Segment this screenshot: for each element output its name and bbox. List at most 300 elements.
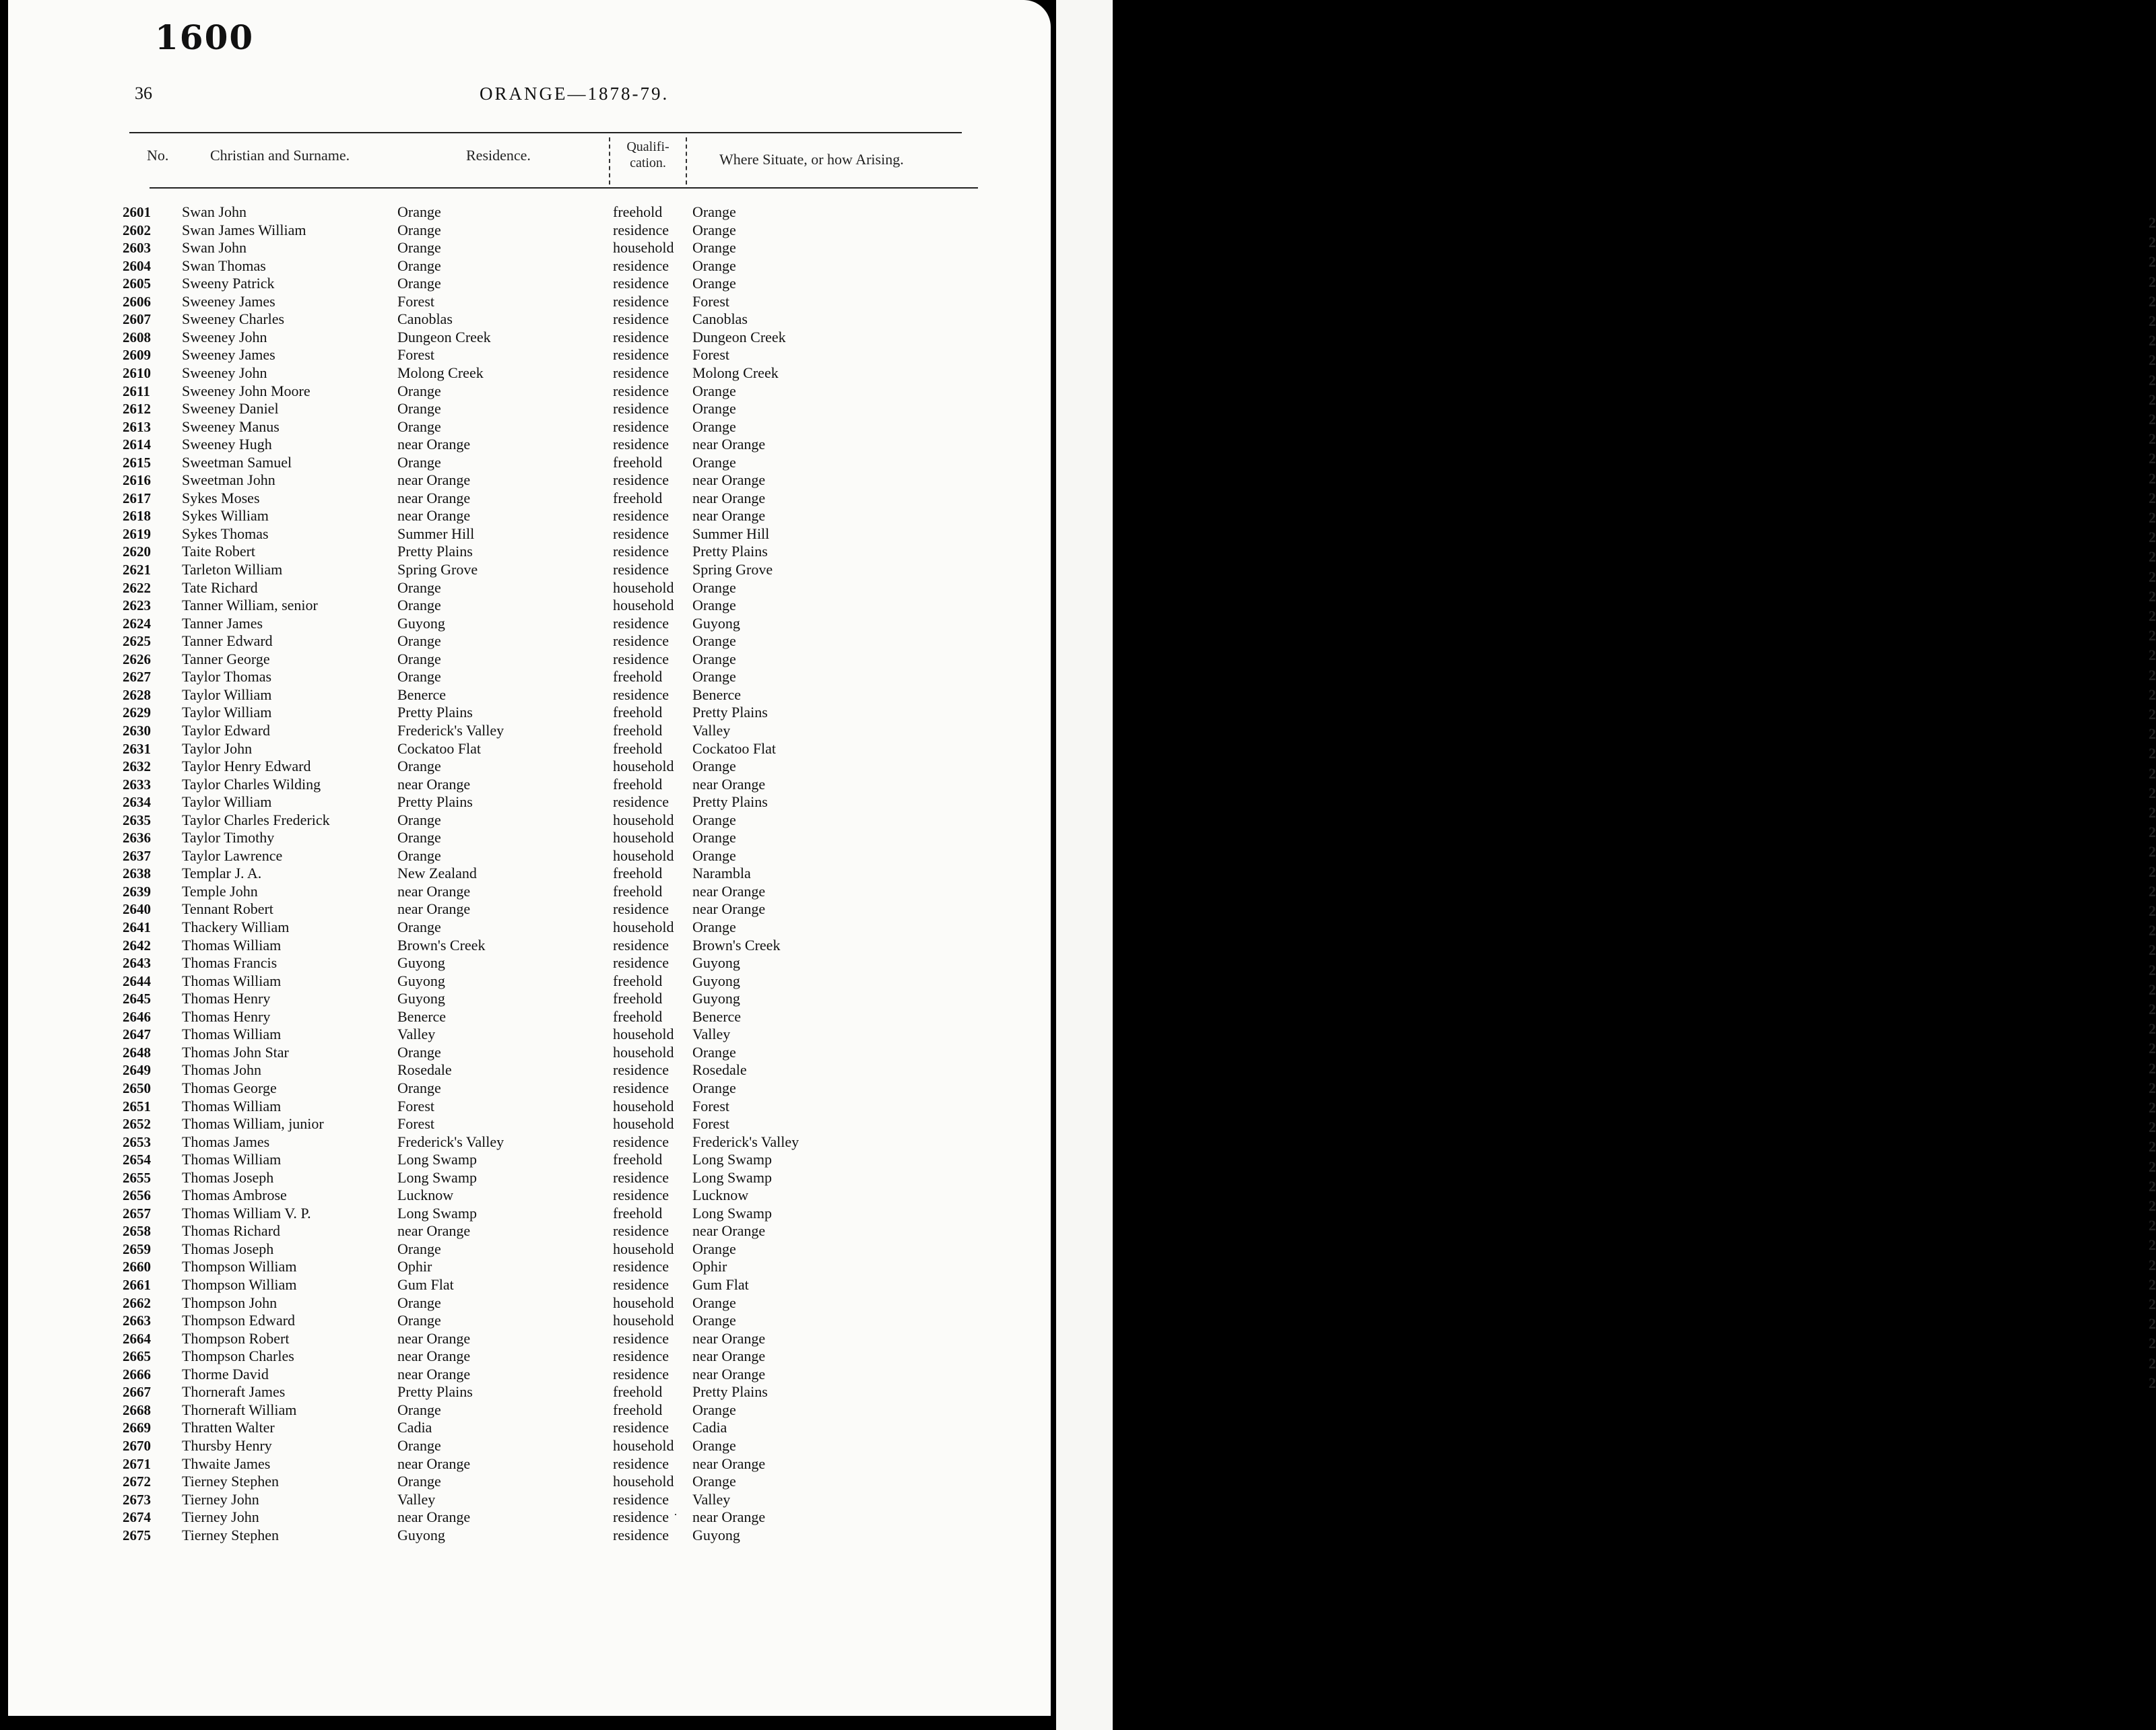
where-situate: Orange [692,846,736,864]
residence: Orange [397,1294,441,1311]
voter-name: Sweeney Hugh [182,436,272,453]
entry-number: 2641 [123,919,151,935]
residence: near Orange [397,1222,471,1240]
adjacent-entry-fragment: 2 [2149,273,2156,290]
adjacent-entry-fragment: 2 [2149,1079,2156,1096]
voter-name: Templar J. A. [182,865,262,882]
where-situate: near Orange [692,489,766,506]
where-situate: Orange [692,632,736,650]
where-situate: near Orange [692,1455,766,1472]
residence: Orange [397,453,441,471]
entry-number: 2664 [123,1330,151,1347]
qualification: household [613,829,674,846]
table-row [8,704,1051,721]
voter-name: Sweetman John [182,471,275,489]
qualification: household [613,1312,674,1329]
where-situate: Orange [692,668,736,686]
header-residence: Residence. [466,147,531,164]
where-situate: Orange [692,418,736,435]
voter-name: Swan James William [182,221,306,238]
adjacent-entry-fragment: 2 [2149,961,2156,978]
table-row [8,1258,1051,1275]
voter-name: Sweeney James [182,292,275,310]
where-situate: near Orange [692,900,766,918]
residence: Pretty Plains [397,1383,473,1401]
entry-number: 2607 [123,311,151,328]
residence: Orange [397,650,441,667]
where-situate: Dungeon Creek [692,328,786,345]
where-situate: Narambla [692,865,751,882]
table-row [8,829,1051,846]
where-situate: Cadia [692,1419,727,1436]
table-row [8,436,1051,453]
table-row [8,1026,1051,1043]
where-situate: Long Swamp [692,1204,772,1222]
entry-number: 2644 [123,972,151,989]
qualification: residence [613,1329,669,1347]
residence: Guyong [397,990,445,1007]
entry-number: 2659 [123,1240,151,1257]
voter-name: Tierney John [182,1490,259,1508]
qualification: freehold [613,1007,663,1025]
voter-name: Tierney Stephen [182,1526,280,1543]
adjacent-entry-fragment: 2 [2149,371,2156,389]
residence: Orange [397,668,441,686]
residence: Orange [397,1079,441,1096]
where-situate: Orange [692,578,736,596]
where-situate: Molong Creek [692,364,779,381]
entry-number: 2662 [123,1294,151,1311]
table-row [8,1187,1051,1204]
entry-number: 2653 [123,1133,151,1150]
voter-name: Thompson Charles [182,1348,294,1365]
residence: near Orange [397,436,471,453]
where-situate: Pretty Plains [692,543,768,560]
residence: Guyong [397,1526,445,1543]
where-situate: Guyong [692,614,740,632]
residence: Spring Grove [397,561,478,578]
voter-name: Taylor Henry Edward [182,758,311,775]
qualification: household [613,1240,674,1257]
table-row [8,1240,1051,1258]
entry-number: 2624 [123,615,151,632]
residence: Benerce [397,1007,447,1025]
table-row [8,1044,1051,1061]
qualification: household [613,1026,674,1043]
where-situate: Summer Hill [692,525,770,542]
where-situate: Benerce [692,686,742,703]
where-situate: Orange [692,829,736,846]
residence: near Orange [397,1455,471,1472]
adjacent-entry-fragment: 2 [2149,706,2156,723]
where-situate: Orange [692,275,736,292]
entry-number: 2621 [123,562,151,578]
residence: Dungeon Creek [397,328,491,345]
qualification: freehold [613,775,663,793]
entry-number: 2670 [123,1437,151,1454]
voter-name: Thomas William, junior [182,1115,324,1133]
table-row [8,1330,1051,1348]
qualification: residence [613,1258,669,1275]
adjacent-entry-fragment: 2 [2149,627,2156,644]
residence: Long Swamp [397,1204,477,1222]
where-situate: Cockatoo Flat [692,739,777,757]
residence: Orange [397,1043,441,1061]
residence: Orange [397,418,441,435]
entry-number: 2636 [123,830,151,846]
qualification: freehold [613,972,663,989]
adjacent-entry-fragment: 2 [2149,1236,2156,1254]
qualification: residence [613,900,669,918]
residence: Orange [397,1312,441,1329]
qualification: freehold [613,739,663,757]
qualification: residence [613,543,669,560]
qualification: residence [613,525,669,542]
qualification: residence [613,292,669,310]
residence: near Orange [397,507,471,525]
qualification: freehold [613,203,663,220]
voter-name: Thomas Francis [182,954,277,972]
qualification: household [613,811,674,828]
table-row [8,1401,1051,1419]
where-situate: Orange [692,257,736,274]
table-row [8,418,1051,436]
voter-name: Thomas Henry [182,990,271,1007]
table-row [8,1205,1051,1222]
adjacent-entry-fragment: 2 [2149,587,2156,605]
where-situate: near Orange [692,1508,766,1526]
entry-number: 2631 [123,740,151,757]
where-situate: Orange [692,1079,736,1096]
qualification: residence [613,561,669,578]
where-situate: Valley [692,1490,731,1508]
table-row [8,1312,1051,1329]
where-situate: Orange [692,758,736,775]
entry-number: 2649 [123,1062,151,1079]
voter-name: Swan John [182,203,247,220]
entry-number: 2638 [123,865,151,882]
entry-number: 2626 [123,651,151,667]
adjacent-entry-fragment: 2 [2149,391,2156,408]
entry-number: 2609 [123,347,151,364]
voter-name: Thorneraft James [182,1383,286,1401]
qualification: household [613,1115,674,1133]
qualification: household [613,1436,674,1454]
entry-number: 2635 [123,811,151,828]
entry-number: 2671 [123,1455,151,1472]
qualification: residence [613,793,669,811]
entry-number: 2622 [123,579,151,596]
table-row [8,811,1051,829]
table-row [8,865,1051,882]
table-row [8,400,1051,418]
residence: Orange [397,811,441,828]
ink-speck [675,1514,676,1515]
entry-number: 2637 [123,847,151,864]
adjacent-entry-fragment: 2 [2149,292,2156,310]
where-situate: Pretty Plains [692,1383,768,1401]
residence: Orange [397,1240,441,1257]
where-situate: Valley [692,721,731,739]
voter-name: Thratten Walter [182,1419,275,1436]
voter-name: Thomas Ambrose [182,1187,287,1204]
voter-name: Thomas William V. P. [182,1204,311,1222]
table-row [8,686,1051,704]
adjacent-entry-fragment: 2 [2149,843,2156,861]
residence: Orange [397,597,441,614]
adjacent-entry-fragment: 2 [2149,1256,2156,1273]
entry-number: 2656 [123,1187,151,1204]
voter-name: Sykes William [182,507,269,525]
table-row [8,471,1051,489]
adjacent-entry-fragment: 2 [2149,1158,2156,1175]
voter-name: Thomas James [182,1133,270,1150]
where-situate: Orange [692,597,736,614]
qualification: freehold [613,721,663,739]
residence: Cadia [397,1419,432,1436]
table-row [8,293,1051,310]
table-row [8,776,1051,793]
table-row [8,1455,1051,1473]
adjacent-entry-fragment: 2 [2149,509,2156,526]
where-situate: near Orange [692,1348,766,1365]
where-situate: Forest [692,1115,729,1133]
entry-number: 2658 [123,1223,151,1240]
adjacent-entry-fragment: 2 [2149,824,2156,841]
header-name: Christian and Surname. [210,147,350,164]
table-row [8,1151,1051,1168]
voter-name: Taylor Thomas [182,668,272,686]
table-row [8,919,1051,936]
residence: Orange [397,203,441,220]
adjacent-entry-fragment: 2 [2149,882,2156,900]
adjacent-entry-fragment: 2 [2149,666,2156,684]
voter-name: Taylor Edward [182,721,271,739]
entry-number: 2646 [123,1008,151,1025]
adjacent-entry-fragment: 2 [2149,332,2156,350]
entry-number: 2627 [123,669,151,686]
header-no: No. [147,147,169,164]
voter-name: Taylor John [182,739,253,757]
adjacent-entry-fragment: 2 [2149,214,2156,231]
entry-number: 2672 [123,1473,151,1490]
entry-number: 2606 [123,293,151,310]
where-situate: Rosedale [692,1061,747,1079]
qualification: freehold [613,704,663,721]
entry-number: 2616 [123,472,151,489]
residence: Forest [397,292,434,310]
where-situate: Forest [692,292,729,310]
qualification: household [613,758,674,775]
residence: near Orange [397,1348,471,1365]
where-situate: near Orange [692,1222,766,1240]
table-row [8,203,1051,221]
adjacent-page-edge [1056,0,2156,1730]
adjacent-entry-fragment: 2 [2149,745,2156,762]
residence: near Orange [397,1365,471,1383]
qualification: freehold [613,1401,663,1418]
running-title: ORANGE—1878-79. [480,84,669,104]
table-row [8,239,1051,257]
where-situate: Orange [692,453,736,471]
qualification: household [613,1473,674,1490]
adjacent-entry-fragment: 2 [2149,234,2156,251]
adjacent-entry-fragment: 2 [2149,804,2156,821]
adjacent-entry-fragment: 2 [2149,1138,2156,1156]
adjacent-entry-fragment: 2 [2149,1177,2156,1195]
adjacent-entry-fragment: 2 [2149,646,2156,664]
voter-name: Thomas William [182,936,282,954]
table-row [8,972,1051,990]
residence: Canoblas [397,310,453,328]
residence: Forest [397,1097,434,1114]
adjacent-entry-fragment: 2 [2149,764,2156,782]
where-situate: Frederick's Valley [692,1133,799,1150]
qualification: residence [613,221,669,238]
adjacent-entry-fragment: 2 [2149,725,2156,743]
table-row [8,275,1051,292]
qualification: residence [613,686,669,703]
qualification: freehold [613,882,663,900]
qualification: freehold [613,453,663,471]
residence: Frederick's Valley [397,721,504,739]
voter-name: Thomas Richard [182,1222,281,1240]
entry-number: 2615 [123,454,151,471]
qualification: freehold [613,668,663,686]
entry-number: 2667 [123,1384,151,1401]
residence: Valley [397,1490,436,1508]
table-row [8,990,1051,1007]
voter-name: Thomas Joseph [182,1240,274,1257]
residence: Orange [397,257,441,274]
table-row [8,1437,1051,1455]
qualification: residence [613,1348,669,1365]
where-situate: Pretty Plains [692,704,768,721]
residence: near Orange [397,471,471,489]
adjacent-entry-fragment: 2 [2149,784,2156,801]
table-row [8,740,1051,758]
voter-name: Thomas William [182,972,282,989]
table-row [8,1366,1051,1383]
where-situate: Orange [692,1401,736,1418]
residence: Guyong [397,954,445,972]
entry-number: 2605 [123,275,151,292]
qualification: freehold [613,865,663,882]
entry-number: 2663 [123,1312,151,1329]
residence: Orange [397,1401,441,1418]
residence: near Orange [397,1329,471,1347]
entry-number: 2666 [123,1366,151,1383]
table-row [8,668,1051,686]
residence: Forest [397,1115,434,1133]
qualification: freehold [613,990,663,1007]
entry-number: 2618 [123,508,151,525]
residence: near Orange [397,882,471,900]
where-situate: near Orange [692,1329,766,1347]
voter-name: Tierney John [182,1508,259,1526]
voter-name: Tanner James [182,614,263,632]
where-situate: Ophir [692,1258,727,1275]
table-row [8,954,1051,972]
residence: Valley [397,1026,436,1043]
qualification: residence [613,1133,669,1150]
table-row [8,883,1051,900]
table-row [8,1079,1051,1097]
entry-number: 2648 [123,1044,151,1061]
entry-number: 2625 [123,633,151,650]
residence: Guyong [397,614,445,632]
where-situate: Orange [692,1240,736,1257]
where-situate: Guyong [692,1526,740,1543]
voter-name: Sweeney John Moore [182,382,311,399]
residence: Ophir [397,1258,432,1275]
voter-name: Taite Robert [182,543,256,560]
residence: Benerce [397,686,447,703]
where-situate: near Orange [692,1365,766,1383]
entry-number: 2603 [123,240,151,257]
where-situate: Orange [692,221,736,238]
entry-number: 2654 [123,1152,151,1168]
residence: Rosedale [397,1061,452,1079]
header-bottom-rule [150,187,978,189]
adjacent-entry-fragment: 2 [2149,548,2156,566]
table-row [8,1169,1051,1187]
table-row [8,722,1051,739]
where-situate: Orange [692,239,736,257]
table-row [8,1222,1051,1240]
entry-number: 2611 [123,382,150,399]
voter-name: Thackery William [182,919,290,935]
voter-name: Thomas William [182,1026,282,1043]
residence: Long Swamp [397,1151,477,1168]
where-situate: Long Swamp [692,1151,772,1168]
header-qualification: Qualifi- cation. [626,139,669,170]
residence: Pretty Plains [397,793,473,811]
where-situate: near Orange [692,471,766,489]
entry-number: 2601 [123,204,151,220]
adjacent-entry-fragment: 2 [2149,1099,2156,1116]
where-situate: near Orange [692,775,766,793]
handwritten-folio-number: 1600 [155,18,255,57]
table-row [8,490,1051,507]
residence: Pretty Plains [397,543,473,560]
where-situate: Orange [692,400,736,418]
qualification: residence [613,1079,669,1096]
where-situate: Lucknow [692,1187,749,1204]
voter-name: Thursby Henry [182,1436,272,1454]
header-where: Where Situate, or how Arising. [719,151,904,168]
qualification: freehold [613,1151,663,1168]
where-situate: Guyong [692,972,740,989]
voter-name: Thomas Henry [182,1007,271,1025]
residence: near Orange [397,1508,471,1526]
entry-number: 2640 [123,901,151,918]
table-row [8,900,1051,918]
entry-number: 2634 [123,794,151,811]
residence: Orange [397,632,441,650]
where-situate: Guyong [692,954,740,972]
qualification: residence [613,436,669,453]
where-situate: Forest [692,1097,729,1114]
entry-number: 2643 [123,955,151,972]
qualification: residence [613,1419,669,1436]
voter-name: Swan Thomas [182,257,266,274]
where-situate: Orange [692,1294,736,1311]
voter-name: Sweeney James [182,346,275,364]
qualification: residence [613,364,669,381]
residence: Orange [397,578,441,596]
entry-number: 2673 [123,1491,151,1508]
